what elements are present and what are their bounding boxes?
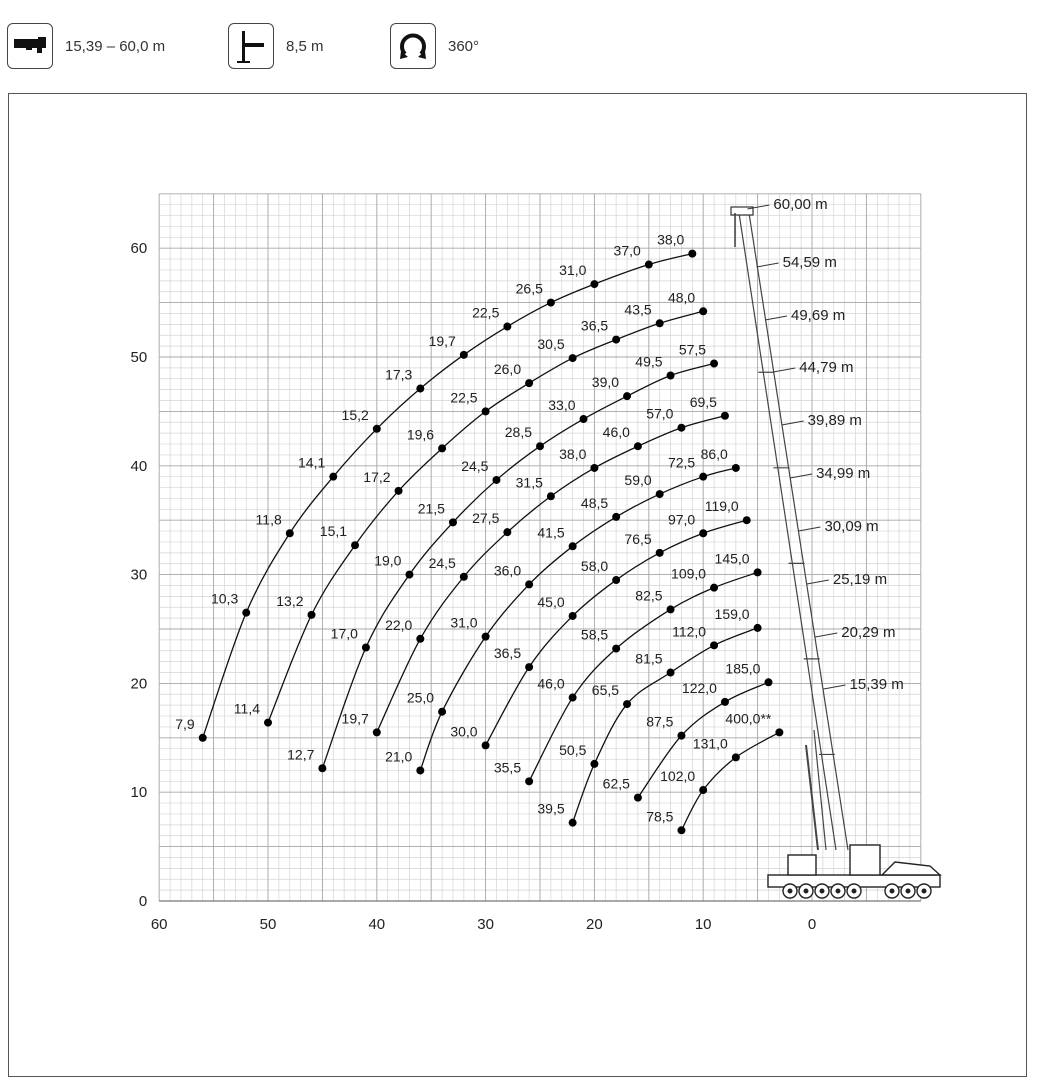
load-point — [612, 513, 620, 521]
load-point — [645, 261, 653, 269]
load-value-label: 78,5 — [646, 808, 674, 825]
load-point — [775, 728, 783, 736]
load-value-label: 49,5 — [635, 353, 663, 370]
load-value-label: 76,5 — [624, 530, 652, 547]
load-point — [547, 299, 555, 307]
load-point — [569, 354, 577, 362]
load-value-label: 50,5 — [559, 741, 587, 758]
load-value-label: 19,7 — [428, 332, 456, 349]
load-value-label: 185,0 — [725, 660, 761, 677]
load-value-label: 11,8 — [255, 511, 282, 528]
load-point — [667, 605, 675, 613]
load-value-label: 26,0 — [493, 361, 522, 378]
load-point — [416, 766, 424, 774]
load-point — [525, 777, 533, 785]
boom-length-label: 15,39 m — [849, 676, 904, 693]
load-point — [612, 576, 620, 584]
load-value-label: 17,0 — [330, 625, 358, 642]
load-value-label: 31,0 — [450, 614, 478, 631]
load-point — [569, 542, 577, 550]
wheel-hub — [788, 889, 793, 894]
load-point — [569, 819, 577, 827]
load-point — [264, 719, 272, 727]
load-value-label: 37,0 — [613, 242, 641, 259]
boom-length-label: 34,99 m — [816, 465, 871, 482]
load-point — [482, 633, 490, 641]
boom-length-label: 39,89 m — [807, 412, 862, 429]
wheel-hub — [906, 889, 911, 894]
load-point — [688, 250, 696, 258]
load-point — [721, 412, 729, 420]
load-point — [667, 669, 675, 677]
load-point — [362, 643, 370, 651]
load-value-label: 15,1 — [319, 523, 348, 540]
load-point — [580, 415, 588, 423]
load-point — [677, 424, 685, 432]
load-point — [732, 464, 740, 472]
load-value-label: 58,0 — [580, 558, 609, 575]
load-point — [416, 635, 424, 643]
load-point — [677, 732, 685, 740]
load-value-label: 14,1 — [298, 454, 326, 471]
load-value-label: 22,5 — [450, 389, 478, 406]
load-value-label: 27,5 — [472, 510, 500, 527]
load-point — [634, 442, 642, 450]
load-point — [754, 624, 762, 632]
load-value-label: 13,2 — [276, 592, 304, 609]
counterweight — [850, 845, 880, 875]
load-point — [405, 571, 413, 579]
boom-label-leader — [798, 527, 820, 531]
load-point — [449, 518, 457, 526]
load-value-label: 21,5 — [417, 500, 445, 517]
x-tick-label: 10 — [694, 916, 712, 933]
load-point — [395, 487, 403, 495]
load-point — [438, 444, 446, 452]
load-value-label: 31,0 — [559, 262, 587, 279]
load-point — [503, 323, 511, 331]
boom-label-leader — [782, 421, 804, 425]
x-tick-label: 50 — [259, 916, 277, 933]
load-point — [438, 708, 446, 716]
y-tick-label: 10 — [130, 784, 148, 802]
load-value-label: 38,0 — [559, 445, 587, 462]
load-point — [569, 694, 577, 702]
load-point — [656, 549, 664, 557]
load-value-label: 122,0 — [681, 679, 717, 696]
load-point — [199, 734, 207, 742]
load-value-label: 400,0** — [725, 710, 772, 727]
load-point — [547, 492, 555, 500]
load-point — [308, 611, 316, 619]
load-value-label: 25,0 — [406, 689, 435, 706]
load-value-label: 19,7 — [341, 710, 369, 727]
load-value-label: 30,5 — [537, 336, 565, 353]
load-point — [416, 385, 424, 393]
y-tick-label: 40 — [130, 457, 148, 475]
load-value-label: 145,0 — [714, 550, 750, 567]
load-value-label: 11,4 — [233, 700, 260, 717]
load-value-label: 19,0 — [374, 552, 402, 569]
load-point — [667, 371, 675, 379]
x-tick-label: 20 — [586, 916, 603, 933]
load-value-label: 19,6 — [406, 426, 435, 443]
load-value-label: 38,0 — [657, 231, 685, 248]
load-value-label: 159,0 — [714, 605, 750, 622]
load-value-label: 22,5 — [472, 304, 500, 321]
boom-length-label: 44,79 m — [799, 359, 854, 376]
boom-label-leader — [773, 368, 795, 372]
load-value-label: 81,5 — [635, 650, 663, 667]
load-value-label: 36,5 — [493, 645, 522, 662]
load-value-label: 48,5 — [580, 494, 609, 511]
load-point — [525, 663, 533, 671]
load-value-label: 36,0 — [493, 562, 522, 579]
load-point — [699, 529, 707, 537]
load-point — [590, 760, 598, 768]
load-point — [623, 700, 631, 708]
load-point — [612, 645, 620, 653]
load-point — [590, 280, 598, 288]
load-value-label: 45,0 — [537, 593, 565, 610]
boom-length-label: 25,19 m — [832, 571, 888, 588]
load-value-label: 35,5 — [493, 759, 522, 776]
load-point — [656, 319, 664, 327]
load-point — [656, 490, 664, 498]
load-value-label: 65,5 — [591, 682, 620, 699]
load-value-label: 57,5 — [678, 341, 707, 358]
y-tick-label: 0 — [138, 893, 148, 910]
load-point — [482, 407, 490, 415]
y-tick-label: 20 — [130, 675, 148, 693]
boom-length-label: 60,00 m — [773, 196, 828, 213]
load-point — [286, 529, 294, 537]
grid-major — [159, 194, 921, 901]
wheel-hub — [804, 889, 809, 894]
boom-label-leader — [807, 580, 829, 584]
wheel-hub — [890, 889, 895, 894]
wheel-hub — [836, 889, 841, 894]
load-value-label: 46,0 — [537, 675, 565, 692]
x-tick-label: 0 — [807, 916, 817, 933]
load-point — [699, 473, 707, 481]
load-point — [318, 764, 326, 772]
load-point — [764, 678, 772, 686]
x-tick-label: 30 — [477, 916, 494, 933]
load-curve-0 — [203, 254, 696, 738]
boom-length-label: 54,59 m — [782, 254, 837, 271]
boom-label-leader — [757, 263, 779, 267]
load-point — [710, 641, 718, 649]
boom-length-label: 30,09 m — [824, 518, 879, 535]
load-point — [590, 464, 598, 472]
load-value-label: 7,9 — [175, 715, 195, 732]
load-value-label: 69,5 — [689, 393, 717, 410]
boom-length-label: 49,69 m — [791, 307, 846, 324]
load-value-label: 30,0 — [450, 723, 478, 740]
load-value-label: 59,0 — [624, 472, 652, 489]
x-tick-label: 60 — [150, 916, 168, 933]
load-value-label: 15,2 — [341, 406, 369, 423]
load-value-label: 17,3 — [385, 366, 413, 383]
load-point — [754, 568, 762, 576]
load-point — [710, 584, 718, 592]
load-value-label: 33,0 — [548, 397, 576, 414]
load-point — [536, 442, 544, 450]
load-value-label: 58,5 — [580, 626, 609, 643]
load-point — [569, 612, 577, 620]
load-point — [699, 307, 707, 315]
load-point — [242, 609, 250, 617]
wheel-hub — [922, 889, 927, 894]
load-value-label: 36,5 — [580, 317, 609, 334]
load-value-label: 24,5 — [428, 554, 456, 571]
load-value-label: 43,5 — [624, 301, 652, 318]
load-point — [612, 336, 620, 344]
load-point — [743, 516, 751, 524]
load-value-label: 26,5 — [515, 280, 543, 297]
driver-cab — [882, 862, 940, 875]
load-point — [503, 528, 511, 536]
load-point — [525, 379, 533, 387]
load-point — [623, 392, 631, 400]
load-point — [329, 473, 337, 481]
load-point — [373, 425, 381, 433]
load-value-label: 62,5 — [602, 775, 630, 792]
load-value-label: 48,0 — [667, 289, 696, 306]
load-value-label: 131,0 — [692, 735, 728, 752]
load-value-label: 97,0 — [667, 511, 696, 528]
load-value-label: 28,5 — [504, 424, 532, 441]
spec-jib-offset-label: 8,5 m — [286, 37, 324, 55]
load-point — [721, 698, 729, 706]
load-point — [710, 360, 718, 368]
load-value-label: 86,0 — [700, 445, 728, 462]
load-value-label: 39,5 — [537, 800, 565, 817]
load-point — [677, 826, 685, 834]
y-tick-label: 30 — [130, 566, 148, 584]
load-point — [351, 541, 359, 549]
load-point — [460, 573, 468, 581]
load-value-label: 41,5 — [537, 524, 565, 541]
load-value-label: 109,0 — [671, 565, 707, 582]
load-point — [373, 728, 381, 736]
wheel-hub — [820, 889, 825, 894]
load-value-label: 22,0 — [385, 616, 413, 633]
y-tick-label: 50 — [130, 349, 148, 366]
load-value-label: 21,0 — [385, 748, 413, 765]
boom-label-leader — [824, 685, 846, 689]
load-point — [699, 786, 707, 794]
load-point — [492, 476, 500, 484]
load-value-label: 12,7 — [287, 746, 315, 763]
crane-cab — [788, 855, 816, 875]
x-tick-label: 40 — [368, 916, 386, 933]
y-tick-label: 60 — [130, 240, 148, 258]
load-value-label: 87,5 — [646, 713, 674, 730]
load-value-label: 10,3 — [210, 590, 239, 607]
load-value-label: 72,5 — [667, 454, 696, 471]
load-point — [634, 794, 642, 802]
load-value-label: 24,5 — [461, 457, 489, 474]
load-value-label: 31,5 — [515, 474, 543, 491]
load-point — [482, 741, 490, 749]
spec-slewing-label: 360° — [448, 37, 480, 55]
load-value-label: 46,0 — [602, 424, 630, 441]
load-value-label: 112,0 — [672, 623, 707, 640]
boom-length-label: 20,29 m — [841, 624, 896, 641]
load-value-label: 17,2 — [363, 468, 391, 485]
load-point — [460, 351, 468, 359]
load-value-label: 102,0 — [660, 768, 696, 785]
load-value-label: 119,0 — [704, 498, 739, 515]
wheel-hub — [852, 889, 857, 894]
load-point — [525, 580, 533, 588]
load-value-label: 39,0 — [591, 374, 620, 391]
load-point — [732, 753, 740, 761]
load-value-label: 82,5 — [635, 587, 663, 604]
load-value-label: 57,0 — [646, 405, 674, 422]
spec-boom-length-label: 15,39 – 60,0 m — [65, 37, 166, 55]
